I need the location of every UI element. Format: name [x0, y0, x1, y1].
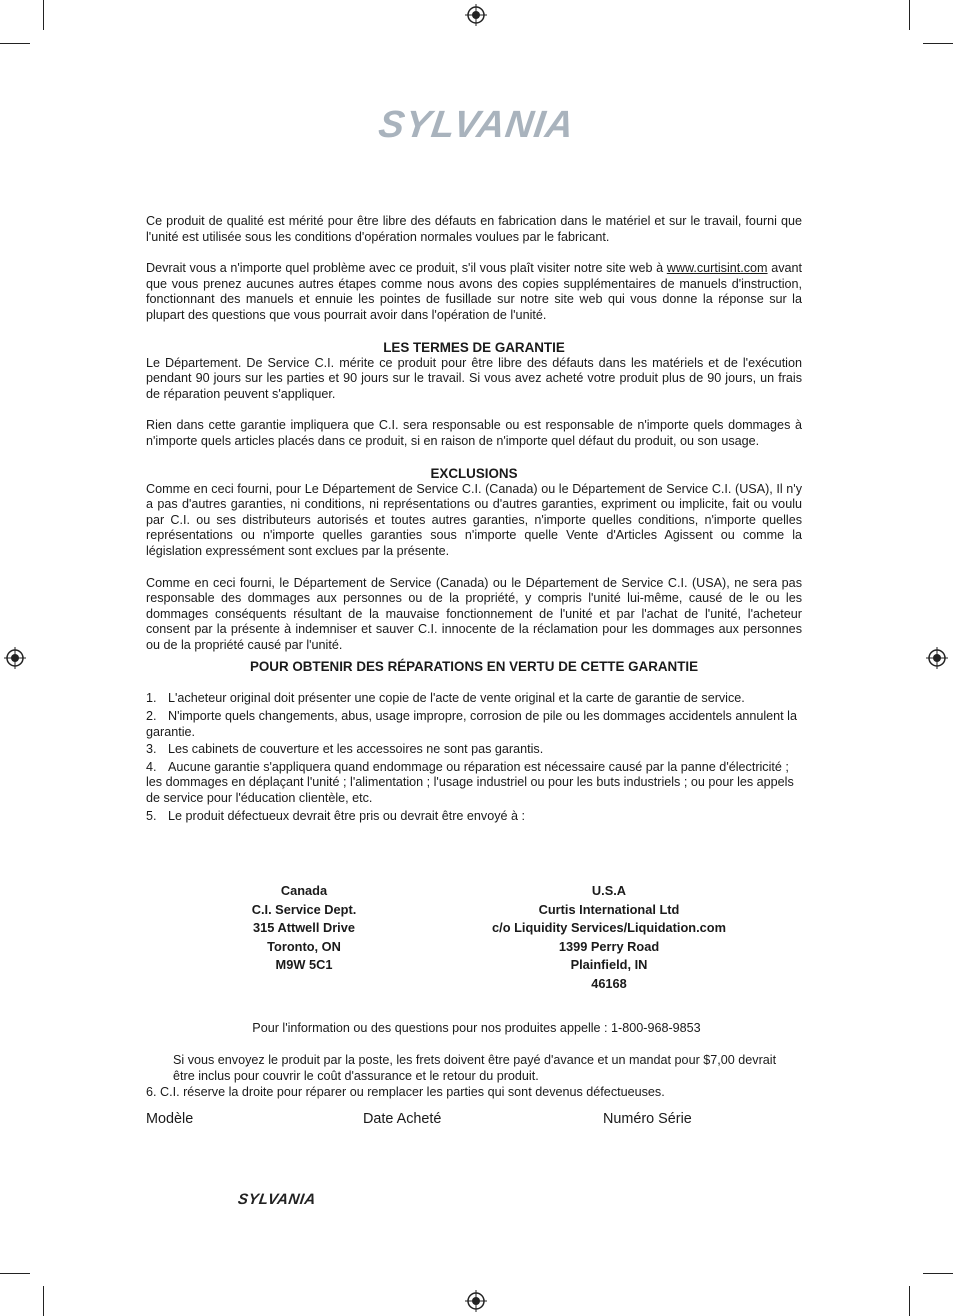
list-text: Les cabinets de couverture et les accessoires ne sont pas garantis. — [168, 742, 544, 757]
terms-paragraph-1: Le Département. De Service C.I. mérite ce produit pour être libre des défauts dans les matériels et de l'exécution pendant 90 jours sur les parties et 90 jours sur le travail. Si vous avez acheté votre produit plus de 90 jours, un frais de réparation peuvent s'appliquer. — [146, 355, 802, 401]
registration-mark-icon — [4, 647, 26, 669]
intro-paragraph-2 — [146, 261, 802, 323]
address-line: 46168 — [591, 975, 627, 991]
mail-note: Si vous envoyez le produit par la poste, les frets doivent être payé d'avance et un mandat pour $7,00 devrait être inclus pour couvrir le coût d'assurance et le retour du produit. — [173, 1053, 777, 1083]
list-item-6: 6. C.I. réserve la droite pour réparer ou remplacer les parties qui sont devenus défectueuses. — [146, 1085, 665, 1099]
exclusions-title: EXCLUSIONS — [430, 465, 518, 481]
list-text: Aucune garantie s'appliquera quand endommage ou réparation est nécessaire causé par la panne d'électricité ; les dommages en déplaçant l'unité ; l'alimentation ; l'usage industriel ou pour les buts industriels ; ou pour les appels de service pour l'éducation clientèle, etc. — [146, 759, 794, 806]
list-number: 4. — [146, 759, 157, 774]
repairs-title: POUR OBTENIR DES RÉPARATIONS EN VERTU DE CETTE GARANTIE — [249, 659, 699, 675]
registration-mark-icon — [926, 647, 948, 669]
brand-logo-small: SYLVANIA — [236, 1191, 318, 1208]
exclusions-paragraph-1: Comme en ceci fourni, pour Le Département de Service C.I. (Canada) ou le Département de Service C.I. (USA), Il n'y a pas d'autres garanties, ni conditions, ni représentations ou d'autres garanties, expriment ou implicite, fait ou voulu par C.I. ou ses distributeurs autorisés et toutes autres garanties, n'importe quelles conditions, n'importe quelles représentations ou n'importe quelles garanties sous n'importe quelle Vente d'Articles Agissent ou comme la législation expressément sont exclues par la présente. — [146, 481, 802, 558]
address-line: Canada — [280, 883, 328, 898]
address-line: c/o Liquidity Services/Liquidation.com — [492, 920, 726, 936]
model-label: Modèle — [146, 1111, 194, 1127]
address-line: Toronto, ON — [267, 938, 341, 954]
crop-mark — [909, 1286, 910, 1316]
crop-mark — [909, 0, 910, 30]
exclusions-paragraph-2: Comme en ceci fourni, le Département de Service (Canada) ou le Département de Service C.I. (USA), ne sera pas responsable des dommages aux personnes ou de la propriété, y compris l'unité lui-même, causé de le ou les dommages conséquents résultant de la mauvaise fonctionnement de l'unité et par l'achat de l'unité, l'acheteur consent par la présente à indemniser et sauver C.I. innocente de la réclamation pour les dommages aux personnes ou de la propriété causé par l'unité. — [146, 575, 802, 652]
intro-text: Devrait vous a n'importe quel problème avec ce produit, s'il vous plaît visiter notre site web à — [146, 261, 667, 276]
list-item — [146, 760, 802, 807]
date-purchased-label: Date Acheté — [363, 1111, 442, 1127]
list-item — [146, 742, 802, 758]
list-text: Le produit défectueux devrait être pris ou devrait être envoyé à : — [168, 808, 526, 823]
list-number: 5. — [146, 808, 157, 823]
intro-text: avant que vous prenez aucunes autres étapes comme nous avons des copies supplémentaires de manuels d'instruction, fonctionnant des manuels et ennuie les pointes de fusillade sur notre site web qui vous donne la réponse sur la plupart des questions que vous pourrait avoir dans l'opération de l'unité. — [146, 261, 802, 322]
website-link[interactable]: www.curtisint.com — [666, 261, 768, 276]
list-text: N'importe quels changements, abus, usage impropre, corrosion de pile ou les dommages accidentels annulent la garantie. — [146, 709, 797, 739]
address-line: 1399 Perry Road — [558, 938, 660, 954]
address-line: C.I. Service Dept. — [251, 901, 357, 917]
list-item — [146, 809, 802, 825]
crop-mark — [0, 1273, 30, 1274]
crop-mark — [0, 43, 30, 44]
crop-mark — [923, 43, 953, 44]
crop-mark — [923, 1273, 953, 1274]
crop-mark — [43, 0, 44, 30]
address-line: Plainfield, IN — [570, 957, 648, 973]
address-usa — [469, 882, 749, 994]
terms-title: LES TERMES DE GARANTIE — [383, 339, 565, 355]
registration-mark-icon — [465, 1290, 487, 1312]
list-number: 1. — [146, 691, 157, 706]
serial-number-label: Numéro Série — [603, 1111, 692, 1127]
registration-mark-icon — [465, 4, 487, 26]
brand-logo: SYLVANIA — [376, 104, 578, 146]
address-line: Curtis International Ltd — [538, 901, 680, 917]
repairs-list — [146, 691, 802, 824]
address-line: M9W 5C1 — [275, 957, 333, 973]
list-item — [146, 691, 802, 707]
phone-line: Pour l'information ou des questions pour nos produites appelle : 1-800-968-9853 — [252, 1021, 701, 1035]
list-item — [146, 709, 802, 740]
address-line: U.S.A — [591, 883, 627, 898]
list-number: 2. — [146, 709, 157, 724]
address-line: 315 Attwell Drive — [253, 920, 355, 936]
list-number: 3. — [146, 742, 157, 757]
warranty-body — [146, 214, 802, 826]
intro-paragraph-1: Ce produit de qualité est mérité pour être libre des défauts en fabrication dans le matériel et sur le travail, fourni que l'unité est utilisée sous les conditions d'opération normales voulues par le fabricant. — [146, 214, 802, 244]
address-canada — [234, 882, 374, 975]
list-text: L'acheteur original doit présenter une copie de l'acte de vente original et la carte de garantie de service. — [168, 691, 745, 706]
crop-mark — [43, 1286, 44, 1316]
terms-paragraph-2: Rien dans cette garantie impliquera que C.I. sera responsable ou est responsable de n'importe quels dommages à n'importe quels articles placés dans ce produit, si en raison de n'importe quel défaut du produit, ou son usage. — [146, 418, 802, 448]
